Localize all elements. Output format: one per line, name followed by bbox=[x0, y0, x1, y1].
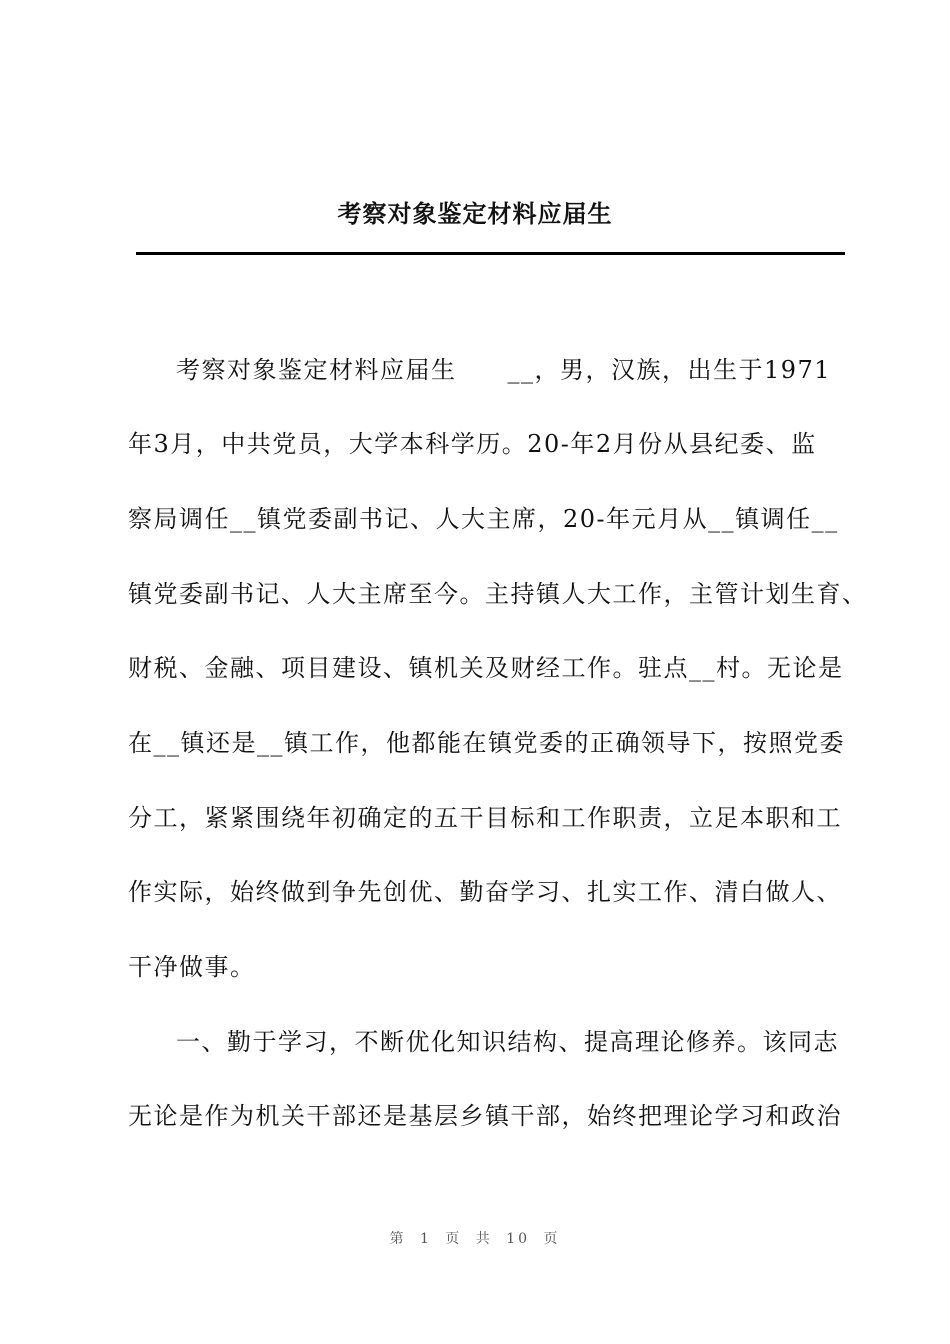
title-underline bbox=[136, 252, 845, 255]
body-line-7: 分工，紧紧围绕年初确定的五干目标和工作职责，立足本职和工 bbox=[128, 804, 842, 832]
body-line-2: 年3月，中共党员，大学本科学历。20-年2月份从县纪委、监 bbox=[128, 430, 817, 458]
body-line-6: 在__镇还是__镇工作，他都能在镇党委的正确领导下，按照党委 bbox=[128, 729, 845, 757]
page-number-footer: 第 1 页 共 10 页 bbox=[389, 1231, 561, 1247]
body-line-8: 作实际，始终做到争先创优、勤奋学习、扎实工作、清白做人、 bbox=[128, 878, 842, 906]
body-line-9: 干净做事。 bbox=[128, 953, 256, 981]
body-line-10: 一、勤于学习，不断优化知识结构、提高理论修养。该同志 bbox=[176, 1028, 839, 1056]
body-line-1: 考察对象鉴定材料应届生 __，男，汉族，出生于1971 bbox=[176, 356, 832, 384]
body-line-3: 察局调任__镇党委副书记、人大主席，20-年元月从__镇调任__ bbox=[128, 505, 839, 533]
body-line-5: 财税、金融、项目建设、镇机关及财经工作。驻点__村。无论是 bbox=[128, 654, 844, 682]
body-line-11: 无论是作为机关干部还是基层乡镇干部，始终把理论学习和政治 bbox=[128, 1102, 842, 1130]
document-title: 考察对象鉴定材料应届生 bbox=[337, 199, 613, 228]
body-line-4: 镇党委副书记、人大主席至今。主持镇人大工作，主管计划生育、 bbox=[128, 580, 868, 608]
